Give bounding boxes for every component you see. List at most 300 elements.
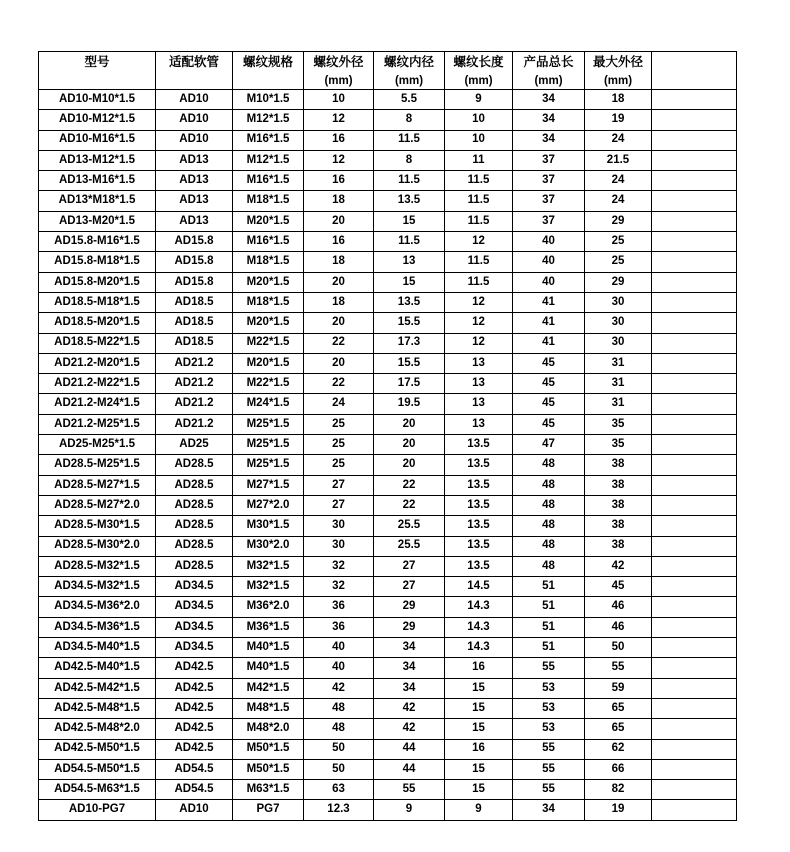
cell-blank (652, 211, 737, 231)
cell-model: AD42.5-M42*1.5 (39, 678, 156, 698)
cell-total-length: 55 (513, 759, 585, 779)
cell-thread-id: 13 (374, 252, 445, 272)
cell-thread-spec: M16*1.5 (233, 130, 304, 150)
cell-thread-length: 12 (445, 333, 513, 353)
cell-model: AD34.5-M36*2.0 (39, 597, 156, 617)
cell-hose: AD10 (156, 800, 233, 820)
cell-max-od: 35 (585, 414, 652, 434)
cell-max-od: 25 (585, 252, 652, 272)
cell-thread-od: 25 (304, 435, 374, 455)
table-row (39, 130, 737, 150)
cell-blank (652, 800, 737, 820)
table-row (39, 719, 737, 739)
cell-thread-length: 11.5 (445, 191, 513, 211)
cell-thread-od: 50 (304, 759, 374, 779)
cell-thread-id: 17.3 (374, 333, 445, 353)
cell-blank (652, 130, 737, 150)
cell-total-length: 51 (513, 597, 585, 617)
cell-hose: AD13 (156, 150, 233, 170)
cell-total-length: 53 (513, 698, 585, 718)
cell-blank (652, 617, 737, 637)
table-row (39, 455, 737, 475)
header-blank (652, 52, 737, 90)
cell-thread-spec: M20*1.5 (233, 272, 304, 292)
cell-model: AD18.5-M18*1.5 (39, 292, 156, 312)
cell-hose: AD13 (156, 211, 233, 231)
cell-total-length: 48 (513, 556, 585, 576)
cell-thread-spec: M50*1.5 (233, 739, 304, 759)
cell-thread-id: 44 (374, 759, 445, 779)
cell-model: AD13-M12*1.5 (39, 150, 156, 170)
cell-total-length: 40 (513, 232, 585, 252)
cell-max-od: 82 (585, 780, 652, 800)
table-header (39, 52, 737, 90)
cell-blank (652, 678, 737, 698)
cell-model: AD15.8-M20*1.5 (39, 272, 156, 292)
cell-thread-spec: M50*1.5 (233, 759, 304, 779)
cell-thread-length: 11.5 (445, 211, 513, 231)
cell-max-od: 38 (585, 516, 652, 536)
cell-thread-id: 29 (374, 617, 445, 637)
cell-thread-od: 48 (304, 698, 374, 718)
header-unit: (mm) (534, 75, 563, 87)
cell-thread-length: 13.5 (445, 516, 513, 536)
cell-total-length: 40 (513, 272, 585, 292)
cell-max-od: 30 (585, 313, 652, 333)
header-label: 型号 (84, 55, 110, 69)
cell-max-od: 29 (585, 272, 652, 292)
cell-max-od: 38 (585, 475, 652, 495)
cell-thread-id: 42 (374, 698, 445, 718)
cell-thread-id: 15 (374, 272, 445, 292)
cell-thread-id: 11.5 (374, 171, 445, 191)
cell-total-length: 45 (513, 353, 585, 373)
cell-thread-length: 11.5 (445, 272, 513, 292)
cell-thread-id: 27 (374, 577, 445, 597)
cell-model: AD13*M18*1.5 (39, 191, 156, 211)
cell-thread-od: 10 (304, 90, 374, 110)
cell-thread-length: 13 (445, 394, 513, 414)
cell-model: AD34.5-M36*1.5 (39, 617, 156, 637)
cell-hose: AD21.2 (156, 414, 233, 434)
cell-thread-length: 16 (445, 658, 513, 678)
cell-thread-od: 63 (304, 780, 374, 800)
cell-total-length: 48 (513, 475, 585, 495)
cell-thread-length: 12 (445, 313, 513, 333)
cell-thread-spec: M25*1.5 (233, 414, 304, 434)
cell-thread-length: 14.5 (445, 577, 513, 597)
cell-thread-od: 18 (304, 292, 374, 312)
cell-max-od: 35 (585, 435, 652, 455)
cell-total-length: 41 (513, 292, 585, 312)
cell-model: AD21.2-M24*1.5 (39, 394, 156, 414)
cell-model: AD42.5-M48*1.5 (39, 698, 156, 718)
cell-thread-id: 29 (374, 597, 445, 617)
cell-thread-spec: M25*1.5 (233, 455, 304, 475)
table-row (39, 191, 737, 211)
cell-thread-spec: M48*2.0 (233, 719, 304, 739)
cell-hose: AD21.2 (156, 353, 233, 373)
cell-thread-id: 8 (374, 150, 445, 170)
cell-total-length: 47 (513, 435, 585, 455)
cell-thread-spec: M20*1.5 (233, 353, 304, 373)
cell-thread-id: 15.5 (374, 313, 445, 333)
cell-thread-length: 13 (445, 374, 513, 394)
cell-model: AD21.2-M25*1.5 (39, 414, 156, 434)
cell-blank (652, 638, 737, 658)
header-label: 螺纹规格 (242, 55, 293, 69)
header-label: 最大外径 (592, 55, 643, 69)
cell-blank (652, 780, 737, 800)
cell-hose: AD18.5 (156, 292, 233, 312)
cell-hose: AD42.5 (156, 698, 233, 718)
table-row (39, 435, 737, 455)
header-thread-od (304, 52, 374, 90)
cell-thread-spec: M63*1.5 (233, 780, 304, 800)
cell-thread-id: 17.5 (374, 374, 445, 394)
cell-thread-spec: M36*1.5 (233, 617, 304, 637)
cell-max-od: 19 (585, 800, 652, 820)
table-row (39, 272, 737, 292)
cell-thread-id: 20 (374, 414, 445, 434)
cell-thread-od: 20 (304, 272, 374, 292)
cell-thread-od: 20 (304, 313, 374, 333)
cell-thread-spec: M10*1.5 (233, 90, 304, 110)
cell-thread-id: 9 (374, 800, 445, 820)
cell-thread-od: 12 (304, 150, 374, 170)
header-label: 螺纹外径 (313, 55, 364, 69)
cell-thread-id: 13.5 (374, 292, 445, 312)
cell-thread-length: 9 (445, 90, 513, 110)
table-row (39, 110, 737, 130)
cell-total-length: 40 (513, 252, 585, 272)
cell-thread-spec: M12*1.5 (233, 110, 304, 130)
cell-thread-od: 20 (304, 211, 374, 231)
cell-model: AD13-M16*1.5 (39, 171, 156, 191)
cell-blank (652, 353, 737, 373)
cell-blank (652, 191, 737, 211)
cell-total-length: 41 (513, 333, 585, 353)
header-label: 螺纹长度 (453, 55, 504, 69)
table-row (39, 150, 737, 170)
header-unit: (mm) (464, 75, 493, 87)
cell-thread-length: 14.3 (445, 597, 513, 617)
cell-thread-length: 13.5 (445, 475, 513, 495)
header-thread-length (445, 52, 513, 90)
cell-thread-spec: M22*1.5 (233, 333, 304, 353)
header-model (39, 52, 156, 90)
cell-total-length: 48 (513, 455, 585, 475)
cell-hose: AD28.5 (156, 495, 233, 515)
table-row (39, 658, 737, 678)
cell-thread-id: 8 (374, 110, 445, 130)
cell-total-length: 37 (513, 150, 585, 170)
cell-thread-od: 25 (304, 455, 374, 475)
cell-max-od: 24 (585, 171, 652, 191)
cell-thread-spec: M27*2.0 (233, 495, 304, 515)
cell-total-length: 37 (513, 211, 585, 231)
cell-thread-od: 12.3 (304, 800, 374, 820)
cell-hose: AD13 (156, 191, 233, 211)
cell-hose: AD54.5 (156, 780, 233, 800)
cell-hose: AD34.5 (156, 638, 233, 658)
table-row (39, 516, 737, 536)
cell-blank (652, 759, 737, 779)
cell-blank (652, 495, 737, 515)
cell-total-length: 53 (513, 719, 585, 739)
cell-hose: AD15.8 (156, 252, 233, 272)
table-row (39, 597, 737, 617)
cell-model: AD28.5-M30*1.5 (39, 516, 156, 536)
cell-model: AD28.5-M30*2.0 (39, 536, 156, 556)
cell-model: AD28.5-M27*1.5 (39, 475, 156, 495)
cell-hose: AD15.8 (156, 272, 233, 292)
table-row (39, 394, 737, 414)
cell-thread-id: 15.5 (374, 353, 445, 373)
cell-max-od: 21.5 (585, 150, 652, 170)
cell-thread-spec: M30*1.5 (233, 516, 304, 536)
cell-model: AD34.5-M32*1.5 (39, 577, 156, 597)
table-row (39, 232, 737, 252)
cell-thread-length: 15 (445, 780, 513, 800)
table-row (39, 374, 737, 394)
cell-model: AD10-M10*1.5 (39, 90, 156, 110)
cell-max-od: 46 (585, 597, 652, 617)
cell-model: AD10-M12*1.5 (39, 110, 156, 130)
cell-thread-length: 13 (445, 414, 513, 434)
cell-thread-od: 18 (304, 191, 374, 211)
header-total-length (513, 52, 585, 90)
cell-max-od: 45 (585, 577, 652, 597)
cell-blank (652, 414, 737, 434)
cell-total-length: 48 (513, 516, 585, 536)
cell-blank (652, 171, 737, 191)
cell-thread-od: 30 (304, 516, 374, 536)
cell-thread-spec: M20*1.5 (233, 313, 304, 333)
cell-total-length: 34 (513, 90, 585, 110)
cell-thread-id: 25.5 (374, 536, 445, 556)
cell-thread-length: 9 (445, 800, 513, 820)
header-label: 螺纹内径 (383, 55, 434, 69)
cell-max-od: 30 (585, 333, 652, 353)
cell-hose: AD28.5 (156, 516, 233, 536)
cell-hose: AD21.2 (156, 374, 233, 394)
spec-table (38, 51, 737, 821)
cell-thread-length: 15 (445, 698, 513, 718)
cell-blank (652, 739, 737, 759)
cell-blank (652, 475, 737, 495)
table-row (39, 800, 737, 820)
cell-total-length: 45 (513, 374, 585, 394)
cell-blank (652, 333, 737, 353)
cell-thread-id: 42 (374, 719, 445, 739)
cell-thread-length: 13.5 (445, 556, 513, 576)
cell-thread-od: 27 (304, 475, 374, 495)
cell-max-od: 30 (585, 292, 652, 312)
cell-thread-length: 12 (445, 292, 513, 312)
cell-thread-od: 32 (304, 556, 374, 576)
cell-model: AD15.8-M16*1.5 (39, 232, 156, 252)
header-unit: (mm) (603, 75, 633, 87)
cell-max-od: 38 (585, 495, 652, 515)
table-row (39, 638, 737, 658)
cell-thread-spec: M16*1.5 (233, 232, 304, 252)
cell-total-length: 37 (513, 171, 585, 191)
table-row (39, 252, 737, 272)
table-row (39, 292, 737, 312)
table-row (39, 556, 737, 576)
table-row (39, 333, 737, 353)
cell-max-od: 31 (585, 394, 652, 414)
cell-total-length: 45 (513, 414, 585, 434)
header-thread-spec (233, 52, 304, 90)
cell-blank (652, 597, 737, 617)
cell-thread-length: 13.5 (445, 435, 513, 455)
header-unit: (mm) (394, 75, 424, 87)
cell-total-length: 53 (513, 678, 585, 698)
cell-model: AD28.5-M25*1.5 (39, 455, 156, 475)
cell-thread-spec: M30*2.0 (233, 536, 304, 556)
cell-total-length: 55 (513, 658, 585, 678)
cell-thread-od: 36 (304, 597, 374, 617)
cell-blank (652, 313, 737, 333)
cell-thread-id: 44 (374, 739, 445, 759)
cell-max-od: 62 (585, 739, 652, 759)
cell-thread-spec: M42*1.5 (233, 678, 304, 698)
cell-max-od: 24 (585, 191, 652, 211)
table-row (39, 678, 737, 698)
cell-hose: AD28.5 (156, 475, 233, 495)
cell-thread-spec: M12*1.5 (233, 150, 304, 170)
cell-total-length: 55 (513, 780, 585, 800)
cell-hose: AD42.5 (156, 739, 233, 759)
cell-blank (652, 698, 737, 718)
cell-model: AD18.5-M20*1.5 (39, 313, 156, 333)
cell-blank (652, 556, 737, 576)
cell-thread-od: 40 (304, 658, 374, 678)
cell-thread-id: 11.5 (374, 232, 445, 252)
cell-thread-spec: M36*2.0 (233, 597, 304, 617)
cell-thread-spec: M25*1.5 (233, 435, 304, 455)
cell-hose: AD28.5 (156, 455, 233, 475)
cell-max-od: 25 (585, 232, 652, 252)
table-row (39, 313, 737, 333)
cell-thread-id: 22 (374, 475, 445, 495)
cell-thread-spec: M18*1.5 (233, 292, 304, 312)
cell-thread-od: 16 (304, 130, 374, 150)
cell-thread-od: 25 (304, 414, 374, 434)
cell-max-od: 38 (585, 536, 652, 556)
cell-thread-spec: M32*1.5 (233, 556, 304, 576)
cell-thread-id: 13.5 (374, 191, 445, 211)
cell-thread-id: 15 (374, 211, 445, 231)
table-row (39, 536, 737, 556)
cell-max-od: 38 (585, 455, 652, 475)
cell-model: AD10-PG7 (39, 800, 156, 820)
cell-hose: AD10 (156, 110, 233, 130)
table-body (39, 90, 737, 821)
cell-max-od: 65 (585, 719, 652, 739)
cell-hose: AD34.5 (156, 577, 233, 597)
cell-thread-spec: M22*1.5 (233, 374, 304, 394)
cell-model: AD42.5-M48*2.0 (39, 719, 156, 739)
cell-max-od: 66 (585, 759, 652, 779)
cell-thread-spec: M27*1.5 (233, 475, 304, 495)
cell-model: AD21.2-M22*1.5 (39, 374, 156, 394)
cell-thread-length: 10 (445, 130, 513, 150)
cell-thread-od: 40 (304, 638, 374, 658)
cell-blank (652, 577, 737, 597)
cell-thread-id: 25.5 (374, 516, 445, 536)
cell-blank (652, 394, 737, 414)
cell-thread-id: 20 (374, 455, 445, 475)
table-row (39, 759, 737, 779)
cell-model: AD28.5-M32*1.5 (39, 556, 156, 576)
cell-total-length: 37 (513, 191, 585, 211)
cell-thread-length: 13 (445, 353, 513, 373)
cell-max-od: 24 (585, 130, 652, 150)
cell-thread-id: 27 (374, 556, 445, 576)
cell-thread-length: 16 (445, 739, 513, 759)
cell-blank (652, 658, 737, 678)
cell-total-length: 51 (513, 577, 585, 597)
cell-thread-length: 13.5 (445, 536, 513, 556)
cell-max-od: 31 (585, 353, 652, 373)
cell-thread-od: 16 (304, 171, 374, 191)
cell-total-length: 48 (513, 495, 585, 515)
cell-model: AD18.5-M22*1.5 (39, 333, 156, 353)
cell-thread-length: 11 (445, 150, 513, 170)
cell-total-length: 51 (513, 638, 585, 658)
cell-model: AD34.5-M40*1.5 (39, 638, 156, 658)
cell-thread-length: 15 (445, 678, 513, 698)
header-hose (156, 52, 233, 90)
cell-model: AD42.5-M40*1.5 (39, 658, 156, 678)
header-label: 产品总长 (523, 55, 574, 69)
cell-hose: AD54.5 (156, 759, 233, 779)
cell-model: AD25-M25*1.5 (39, 435, 156, 455)
cell-blank (652, 110, 737, 130)
cell-total-length: 48 (513, 536, 585, 556)
cell-thread-od: 36 (304, 617, 374, 637)
cell-thread-od: 16 (304, 232, 374, 252)
cell-max-od: 65 (585, 698, 652, 718)
cell-model: AD54.5-M50*1.5 (39, 759, 156, 779)
table-row (39, 780, 737, 800)
cell-max-od: 29 (585, 211, 652, 231)
cell-hose: AD28.5 (156, 536, 233, 556)
cell-hose: AD34.5 (156, 597, 233, 617)
cell-thread-length: 14.3 (445, 617, 513, 637)
cell-hose: AD18.5 (156, 313, 233, 333)
cell-thread-od: 12 (304, 110, 374, 130)
cell-hose: AD34.5 (156, 617, 233, 637)
cell-model: AD28.5-M27*2.0 (39, 495, 156, 515)
table-row (39, 171, 737, 191)
cell-model: AD21.2-M20*1.5 (39, 353, 156, 373)
cell-thread-length: 15 (445, 759, 513, 779)
cell-thread-length: 13.5 (445, 455, 513, 475)
cell-thread-spec: M40*1.5 (233, 638, 304, 658)
cell-hose: AD10 (156, 90, 233, 110)
cell-thread-id: 19.5 (374, 394, 445, 414)
table-row (39, 698, 737, 718)
cell-thread-length: 13.5 (445, 495, 513, 515)
cell-thread-od: 50 (304, 739, 374, 759)
cell-hose: AD28.5 (156, 556, 233, 576)
cell-thread-od: 18 (304, 252, 374, 272)
cell-max-od: 46 (585, 617, 652, 637)
